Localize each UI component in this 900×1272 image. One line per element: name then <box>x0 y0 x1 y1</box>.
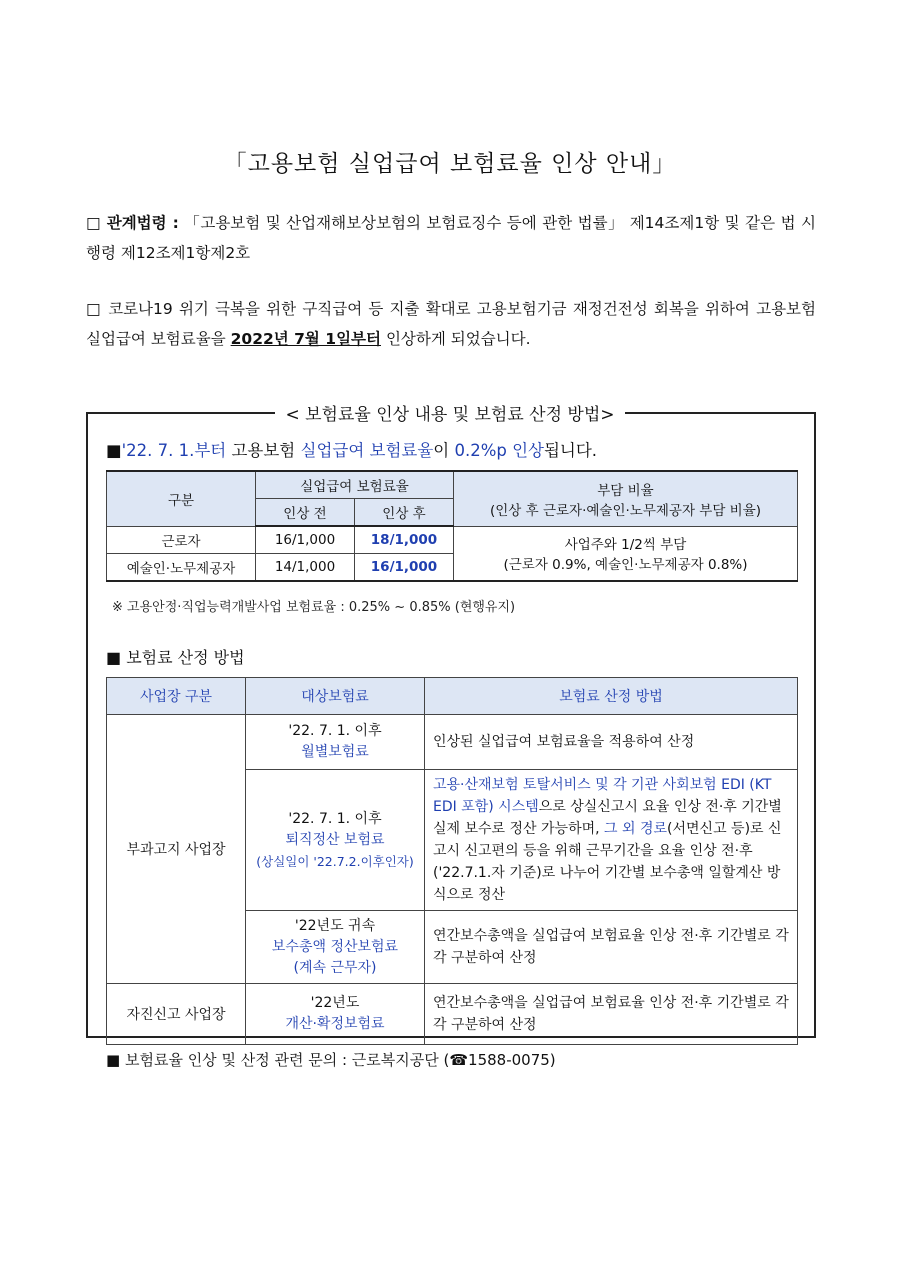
checkbox-bullet: □ <box>86 300 102 318</box>
calc-method-heading: ■ 보험료 산정 방법 <box>106 648 245 667</box>
col-type-header: 사업장 구분 <box>107 678 246 715</box>
target-premium: '22. 7. 1. 이후 퇴직정산 보험료 (상실일이 '22.7.2.이후인자) <box>246 770 425 911</box>
legal-basis-text: 「고용보험 및 산업재해보상보험의 보험료징수 등에 관한 법률」 제14조제1항 및 같은 법 시행령 제12조제1항제2호 <box>86 214 816 262</box>
workplace-type: 부과고지 사업장 <box>107 715 246 984</box>
phone-number: 1588-0075 <box>468 1051 550 1069</box>
share-cell: 사업주와 1/2씩 부담 (근로자 0.9%, 예술인·노무제공자 0.8%) <box>454 526 798 581</box>
calc-method-table <box>106 677 798 1045</box>
calc-method: 인상된 실업급여 보험료율을 적용하여 산정 <box>425 715 798 770</box>
footnote: ※ 고용안정·직업능력개발사업 보험료율 : 0.25% ~ 0.85% (현행유지) <box>112 600 516 615</box>
col-after-header: 인상 후 <box>355 499 454 527</box>
calc-method: 연간보수총액을 실업급여 보험료율 인상 전·후 기간별로 각각 구분하여 산정 <box>425 911 798 984</box>
rate-before: 16/1,000 <box>256 526 355 554</box>
notice-paragraph <box>86 294 816 354</box>
legal-basis-paragraph <box>86 208 816 268</box>
rate-table <box>106 470 798 582</box>
table-row <box>107 526 798 554</box>
col-target-header: 대상보험료 <box>246 678 425 715</box>
contact-footer: ■ 보험료율 인상 및 산정 관련 문의 : 근로복지공단 (☎1588-0075) <box>106 1051 556 1069</box>
target-premium: '22년도 개산·확정보험료 <box>246 984 425 1045</box>
notice-text: 코로나19 위기 극복을 위한 구직급여 등 지출 확대로 고용보험기금 재정건전성 회복을 위하여 고용보험 실업급여 보험료율을 <box>86 300 816 348</box>
contact-text: 보험료율 인상 및 산정 관련 문의 : 근로복지공단 ( <box>124 1051 450 1069</box>
col-rate-header: 실업급여 보험료율 <box>256 471 454 499</box>
rate-after: 18/1,000 <box>355 526 454 554</box>
col-before-header: 인상 전 <box>256 499 355 527</box>
target-premium: '22년도 귀속 보수총액 정산보험료 (계속 근무자) <box>246 911 425 984</box>
workplace-type: 자진신고 사업장 <box>107 984 246 1045</box>
col-method-header: 보험료 산정 방법 <box>425 678 798 715</box>
notice-text-end: 인상하게 되었습니다. <box>385 330 531 348</box>
row-group: 예술인·노무제공자 <box>107 554 256 582</box>
table-row <box>107 715 798 770</box>
target-premium: '22. 7. 1. 이후 월별보험료 <box>246 715 425 770</box>
col-group-header: 구분 <box>107 471 256 526</box>
phone-icon: ☎ <box>449 1051 469 1069</box>
rate-after: 16/1,000 <box>355 554 454 582</box>
calc-method: 연간보수총액을 실업급여 보험료율 인상 전·후 기간별로 각각 구분하여 산정 <box>425 984 798 1045</box>
rate-before: 14/1,000 <box>256 554 355 582</box>
page-title: 「고용보험 실업급여 보험료율 인상 안내」 <box>223 151 677 177</box>
rate-increase-heading: ■'22. 7. 1.부터 고용보험 실업급여 보험료율이 0.2%p 인상됩니다. <box>106 441 598 460</box>
checkbox-bullet: □ <box>86 214 102 232</box>
calc-method: 고용·산재보험 토탈서비스 및 각 기관 사회보험 EDI (KT EDI 포함) 시스템으로 상실신고시 요율 인상 전·후 기간별 실제 보수로 정산 가능하며, 그 외 경로(서면신고 등)로 신고시 신고편의 등을 위해 근무기간을 요율 인상 전·후('22.7.1.자 기준)로 나누어 기간별 보수총액 일할계산 방식으로 정산 <box>425 770 798 911</box>
effective-date: 2022년 7월 1일부터 <box>230 330 381 348</box>
col-share-header: 부담 비율 (인상 후 근로자·예술인·노무제공자 부담 비율) <box>454 471 798 526</box>
info-box-title: < 보험료율 인상 내용 및 보험료 산정 방법> <box>0 400 900 425</box>
row-group: 근로자 <box>107 526 256 554</box>
table-row <box>107 984 798 1045</box>
legal-basis-label: 관계법령 : <box>106 214 179 232</box>
